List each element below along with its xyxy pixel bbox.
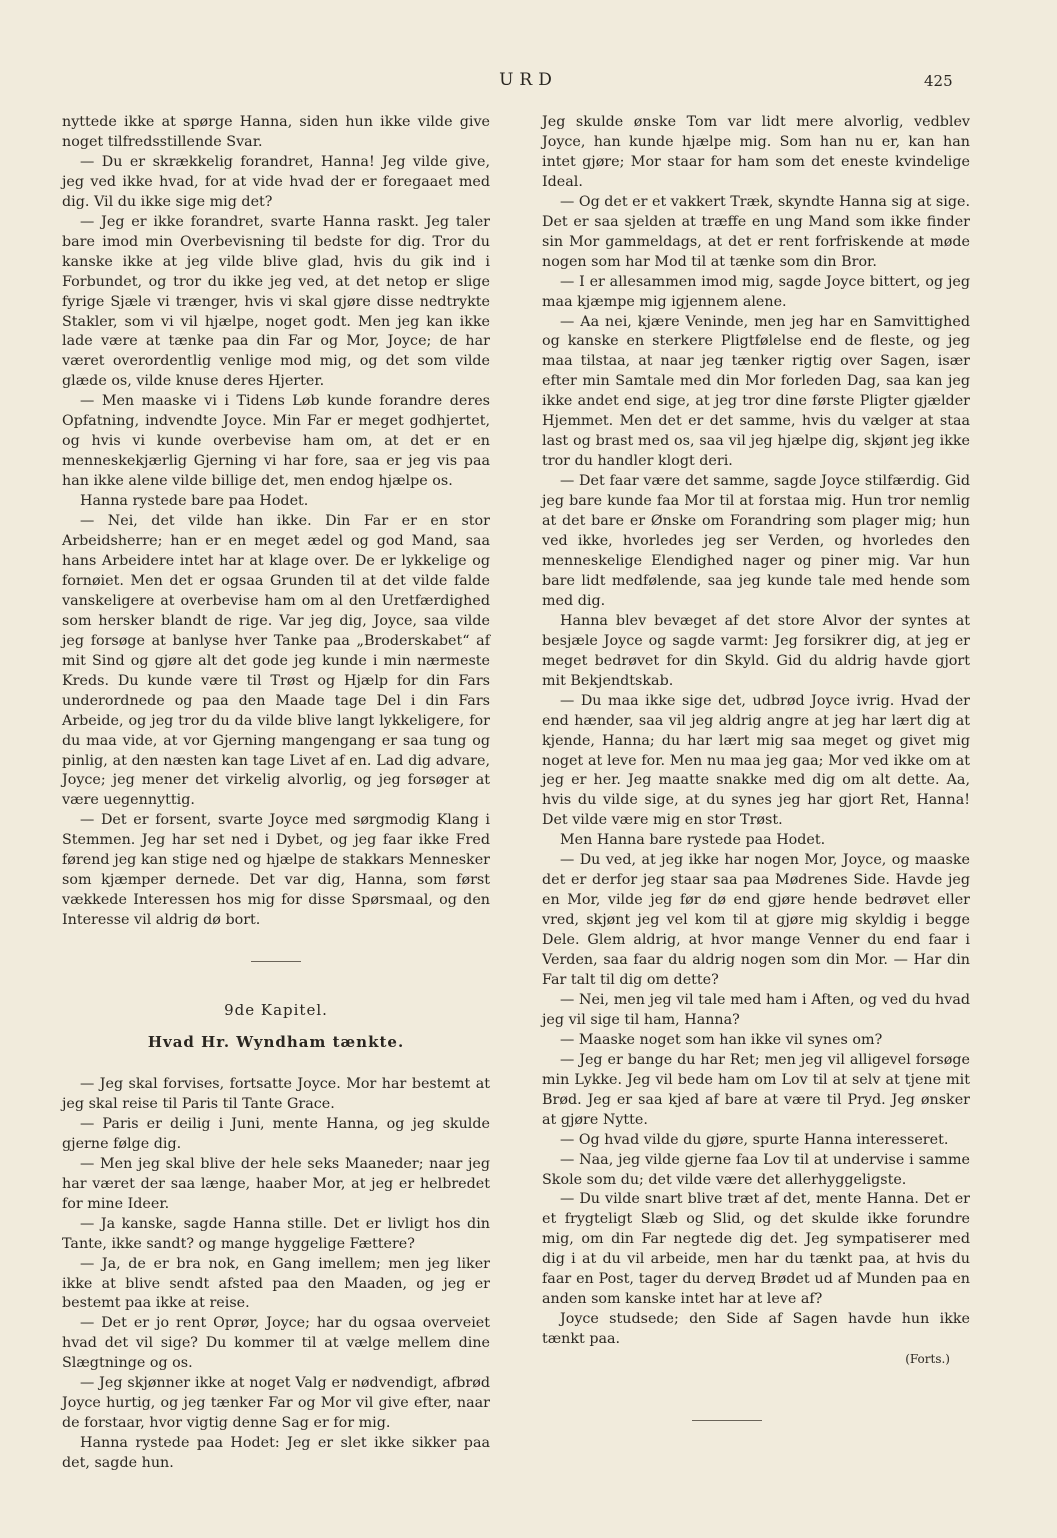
continuation-line bbox=[542, 1350, 970, 1370]
right-column-body bbox=[542, 113, 970, 1350]
paragraph: — Du ved, at jeg ikke har nogen Mor, Joyce, og maaske det er derfor jeg staar saa paa Mødrenes Side. Havde jeg en Mor, vilde jeg før dø end gjøre hende bedrøvet eller vred, skjønt jeg vel kom til at gjøre mig skyldig i begge Dele. Glem aldrig, at hvor mange Venner du end faar i Verden, saa faar du aldrig nogen som din Mor. — Har din Far talt til dig om dette? bbox=[542, 852, 970, 988]
paragraph: — Aa nei, kjære Veninde, men jeg har en Samvittighed og kanske en sterkere Pligtfølelse end de fleste, og jeg maa tilstaa, at naar jeg tænker rigtig over Sagen, især efter min Samtale med din Mor forleden Dag, saa kan jeg ikke andet end sige, at jeg tror dine første Pligter gjælder Hjemmet. Men det er det samme, hvis du vælger at staa last og brast med os, saa vil jeg hjælpe dig, skjønt jeg ikke tror du handler klogt deri. bbox=[542, 313, 970, 470]
paragraph: — Paris er deilig i Juni, mente Hanna, og jeg skulde gjerne følge dig. bbox=[62, 1115, 490, 1152]
separator-rule bbox=[251, 961, 301, 962]
paragraph: — Du er skrækkelig forandret, Hanna! Jeg vilde give, jeg ved ikke hvad, for at vide hvad der er foregaaet med dig. Vil du ikke sige mig det? bbox=[62, 153, 490, 210]
paragraph: — Jeg er bange du har Ret; men jeg vil alligevel forsøge min Lykke. Jeg vil bede ham om Lov til at selv at tjene mit Brød. Jeg er saa kjed af bare at være til Pryd. Jeg ønsker at gjøre Nytte. bbox=[542, 1051, 970, 1128]
paragraph: — Og hvad vilde du gjøre, spurte Hanna interesseret. bbox=[560, 1131, 949, 1148]
paragraph: — I er allesammen imod mig, sagde Joyce bittert, og jeg maa kjæmpe mig igjennem alene. bbox=[542, 273, 970, 310]
paragraph: — Naa, jeg vilde gjerne faa Lov til at undervise i samme Skole som du; det vilde være det allerhyggeligste. bbox=[542, 1151, 970, 1188]
paragraph: — Men maaske vi i Tidens Løb kunde forandre deres Opfatning, indvendte Joyce. Min Far er meget godhjertet, og hvis vi kunde overbevise ham om, at det er en menneskekjærlig Gjerning vi har fore, saa er jeg vis paa han ikke alene vilde billige det, men endog hjælpe os. bbox=[62, 393, 490, 490]
right-column bbox=[542, 113, 970, 1421]
to-be-continued-note: (Forts.) bbox=[905, 1352, 950, 1367]
paragraph: — Og det er et vakkert Træk, skyndte Hanna sig at sige. Det er saa sjelden at træffe en ung Mand som ikke finder sin Mor gammeldags, at det er rent forfriskende at møde nogen som har Mod til at tænke som din Bror. bbox=[542, 193, 970, 270]
end-rule bbox=[692, 1420, 762, 1421]
left-column bbox=[62, 113, 490, 1474]
chapter-number: 9de Kapitel. bbox=[224, 1001, 328, 1020]
paragraph: — Du maa ikke sige det, udbrød Joyce ivrig. Hvad der end hænder, saa vil jeg aldrig angre at jeg har lært dig at kjende, Hanna; du har lært mig saa meget og givet mig noget at leve for. Men nu maa jeg gaa; Mor ved ikke om at jeg er her. Jeg maatte snakke med dig om alt dette. Aa, hvis du vilde sige, at du synes jeg har gjort Ret, Hanna! Det vilde være mig en stor Trøst. bbox=[542, 692, 970, 829]
paragraph: — Ja, de er bra nok, en Gang imellem; men jeg liker ikke at blive sendt afsted paa den Maaden, og jeg er bestemt paa ikke at reise. bbox=[62, 1255, 490, 1312]
paragraph: Jeg skulde ønske Tom var lidt mere alvorlig, vedblev Joyce, han kunde hjælpe mig. Som han nu er, kan han intet gjøre; Mor staar for ham som det eneste kvindelige Ideal. bbox=[542, 114, 970, 190]
paragraph: Men Hanna bare rystede paa Hodet. bbox=[560, 832, 826, 849]
paragraph: Joyce studsede; den Side af Sagen havde hun ikke tænkt paa. bbox=[542, 1311, 970, 1348]
page-number: 425 bbox=[924, 72, 953, 90]
paragraph: — Du vilde snart blive træt af det, mente Hanna. Det er et frygteligt Slæb og Slid, og det skulde ikke forundre mig, om din Far negtede dig det. Jeg sympatiserer med dig i at du vil arbeide, men har du tænkt paa, at hvis du faar en Post, tager du dervед Brødet ud af Munden paa en anden som kanske intet har at leve af? bbox=[542, 1191, 970, 1308]
paragraph: — Det faar være det samme, sagde Joyce stilfærdig. Gid jeg bare kunde faa Mor til at forstaa mig. Hun tror nemlig at det bare er Ønske om Forandring som plager mig; hun ved ikke, hvorledes jeg ser Verden, og hvorledes den menneskelige Elendighed nager og piner mig. Var hun bare lidt medfølende, saa jeg kunde tale med hende som med dig. bbox=[542, 473, 970, 609]
paragraph: — Det er jo rent Oprør, Joyce; har du ogsaa overveiet hvad det vil sige? Du kommer til at vælge mellem dine Slægtninge og os. bbox=[62, 1315, 490, 1372]
chapter-title: Hvad Hr. Wyndham tænkte. bbox=[147, 1033, 405, 1052]
paragraph: — Jeg er ikke forandret, svarte Hanna raskt. Jeg taler bare imod min Overbevisning til bedste for dig. Tror du kanske ikke at jeg vilde blive glad, hvis du gik ind i Forbundet, og tror du ikke jeg ved, at det netop er slige fyrige Sjæle vi trænger, hvis vi skal gjøre disse nedtrykte Stakler, som vi vil hjælpe, noget godt. Men jeg kan ikke lade være at tænke paa din Far og Mor, Joyce; de har været overordentlig venlige mod mig, og det som vilde glæde os, vilde knuse deres Hjerter. bbox=[62, 213, 490, 390]
paragraph: — Ja kanske, sagde Hanna stille. Det er livligt hos din Tante, ikke sandt? og mange hyggelige Fættere? bbox=[62, 1215, 490, 1252]
paragraph: Hanna rystede bare paa Hodet. bbox=[80, 493, 309, 510]
paragraph: nyttede ikke at spørge Hanna, siden hun ikke vilde give noget tilfredsstillende Svar. bbox=[62, 114, 490, 150]
paragraph: — Jeg skjønner ikke at noget Valg er nødvendigt, afbrød Joyce hurtig, og jeg tænker Far og Mor vil give efter, naar de forstaar, hvor vigtig denne Sag er for mig. bbox=[62, 1375, 490, 1432]
running-header-title: URD bbox=[499, 70, 558, 90]
section-separator bbox=[62, 931, 490, 991]
paragraph: — Jeg skal forvises, fortsatte Joyce. Mor har bestemt at jeg skal reise til Paris til Tante Grace. bbox=[62, 1075, 490, 1112]
left-column-body-before bbox=[62, 113, 490, 931]
paragraph: — Det er forsent, svarte Joyce med sørgmodig Klang i Stemmen. Jeg har set ned i Dybet, og jeg faar ikke Fred førend jeg kan stige ned og hjælpe de stakkars Mennesker som kjæmper dernede. Det var dig, Hanna, som først vækkede Interessen hos mig for disse Spørsmaal, og den Interesse vil aldrig dø bort. bbox=[62, 812, 490, 929]
paragraph: Hanna blev bevæget af det store Alvor der syntes at besjæle Joyce og sagde varmt: Jeg forsikrer dig, at jeg er meget bedrøvet for din Skyld. Gid du aldrig havde gjort mit Bekjendtskab. bbox=[542, 612, 970, 689]
paragraph: — Maaske noget som han ikke vil synes om? bbox=[560, 1031, 883, 1048]
paragraph: — Men jeg skal blive der hele seks Maaneder; naar jeg har været der saa længe, haaber Mor, at jeg er helbredet for mine Ideer. bbox=[62, 1155, 490, 1212]
paragraph: — Nei, det vilde han ikke. Din Far er en stor Arbeidsherre; han er en meget ædel og god Mand, saa hans Arbeidere intet har at klage over. De er lykkelige og fornøiet. Men det er ogsaa Grunden til at det vilde falde vanskeligere at overbevise ham om al den Uretfærdighed som hersker blandt de rige. Var jeg dig, Joyce, saa vilde jeg forsøge at banlyse hver Tanke paa „Broderskabet“ af mit Sind og gjøre alt det gode jeg kunde i min nærmeste Kreds. Du kunde være til Trøst og Hjælp for din Fars underordnede og paa den Maade tage Del i din Fars Arbeide, og jeg tror du da vilde blive langt lykkeligere, for du maa vide, at vor Gjerning mangengang er saa tung og pinlig, at den næsten kan tage Livet af en. Lad dig advare, Joyce; jeg mener det virkelig alvorlig, og jeg forsøger at være uegennyttig. bbox=[62, 513, 490, 809]
paragraph: Hanna rystede paa Hodet: Jeg er slet ikke sikker paa det, sagde hun. bbox=[62, 1435, 490, 1472]
paragraph: — Nei, men jeg vil tale med ham i Aften, og ved du hvad jeg vil sige til ham, Hanna? bbox=[542, 991, 970, 1028]
left-column-body-after bbox=[62, 1075, 490, 1474]
